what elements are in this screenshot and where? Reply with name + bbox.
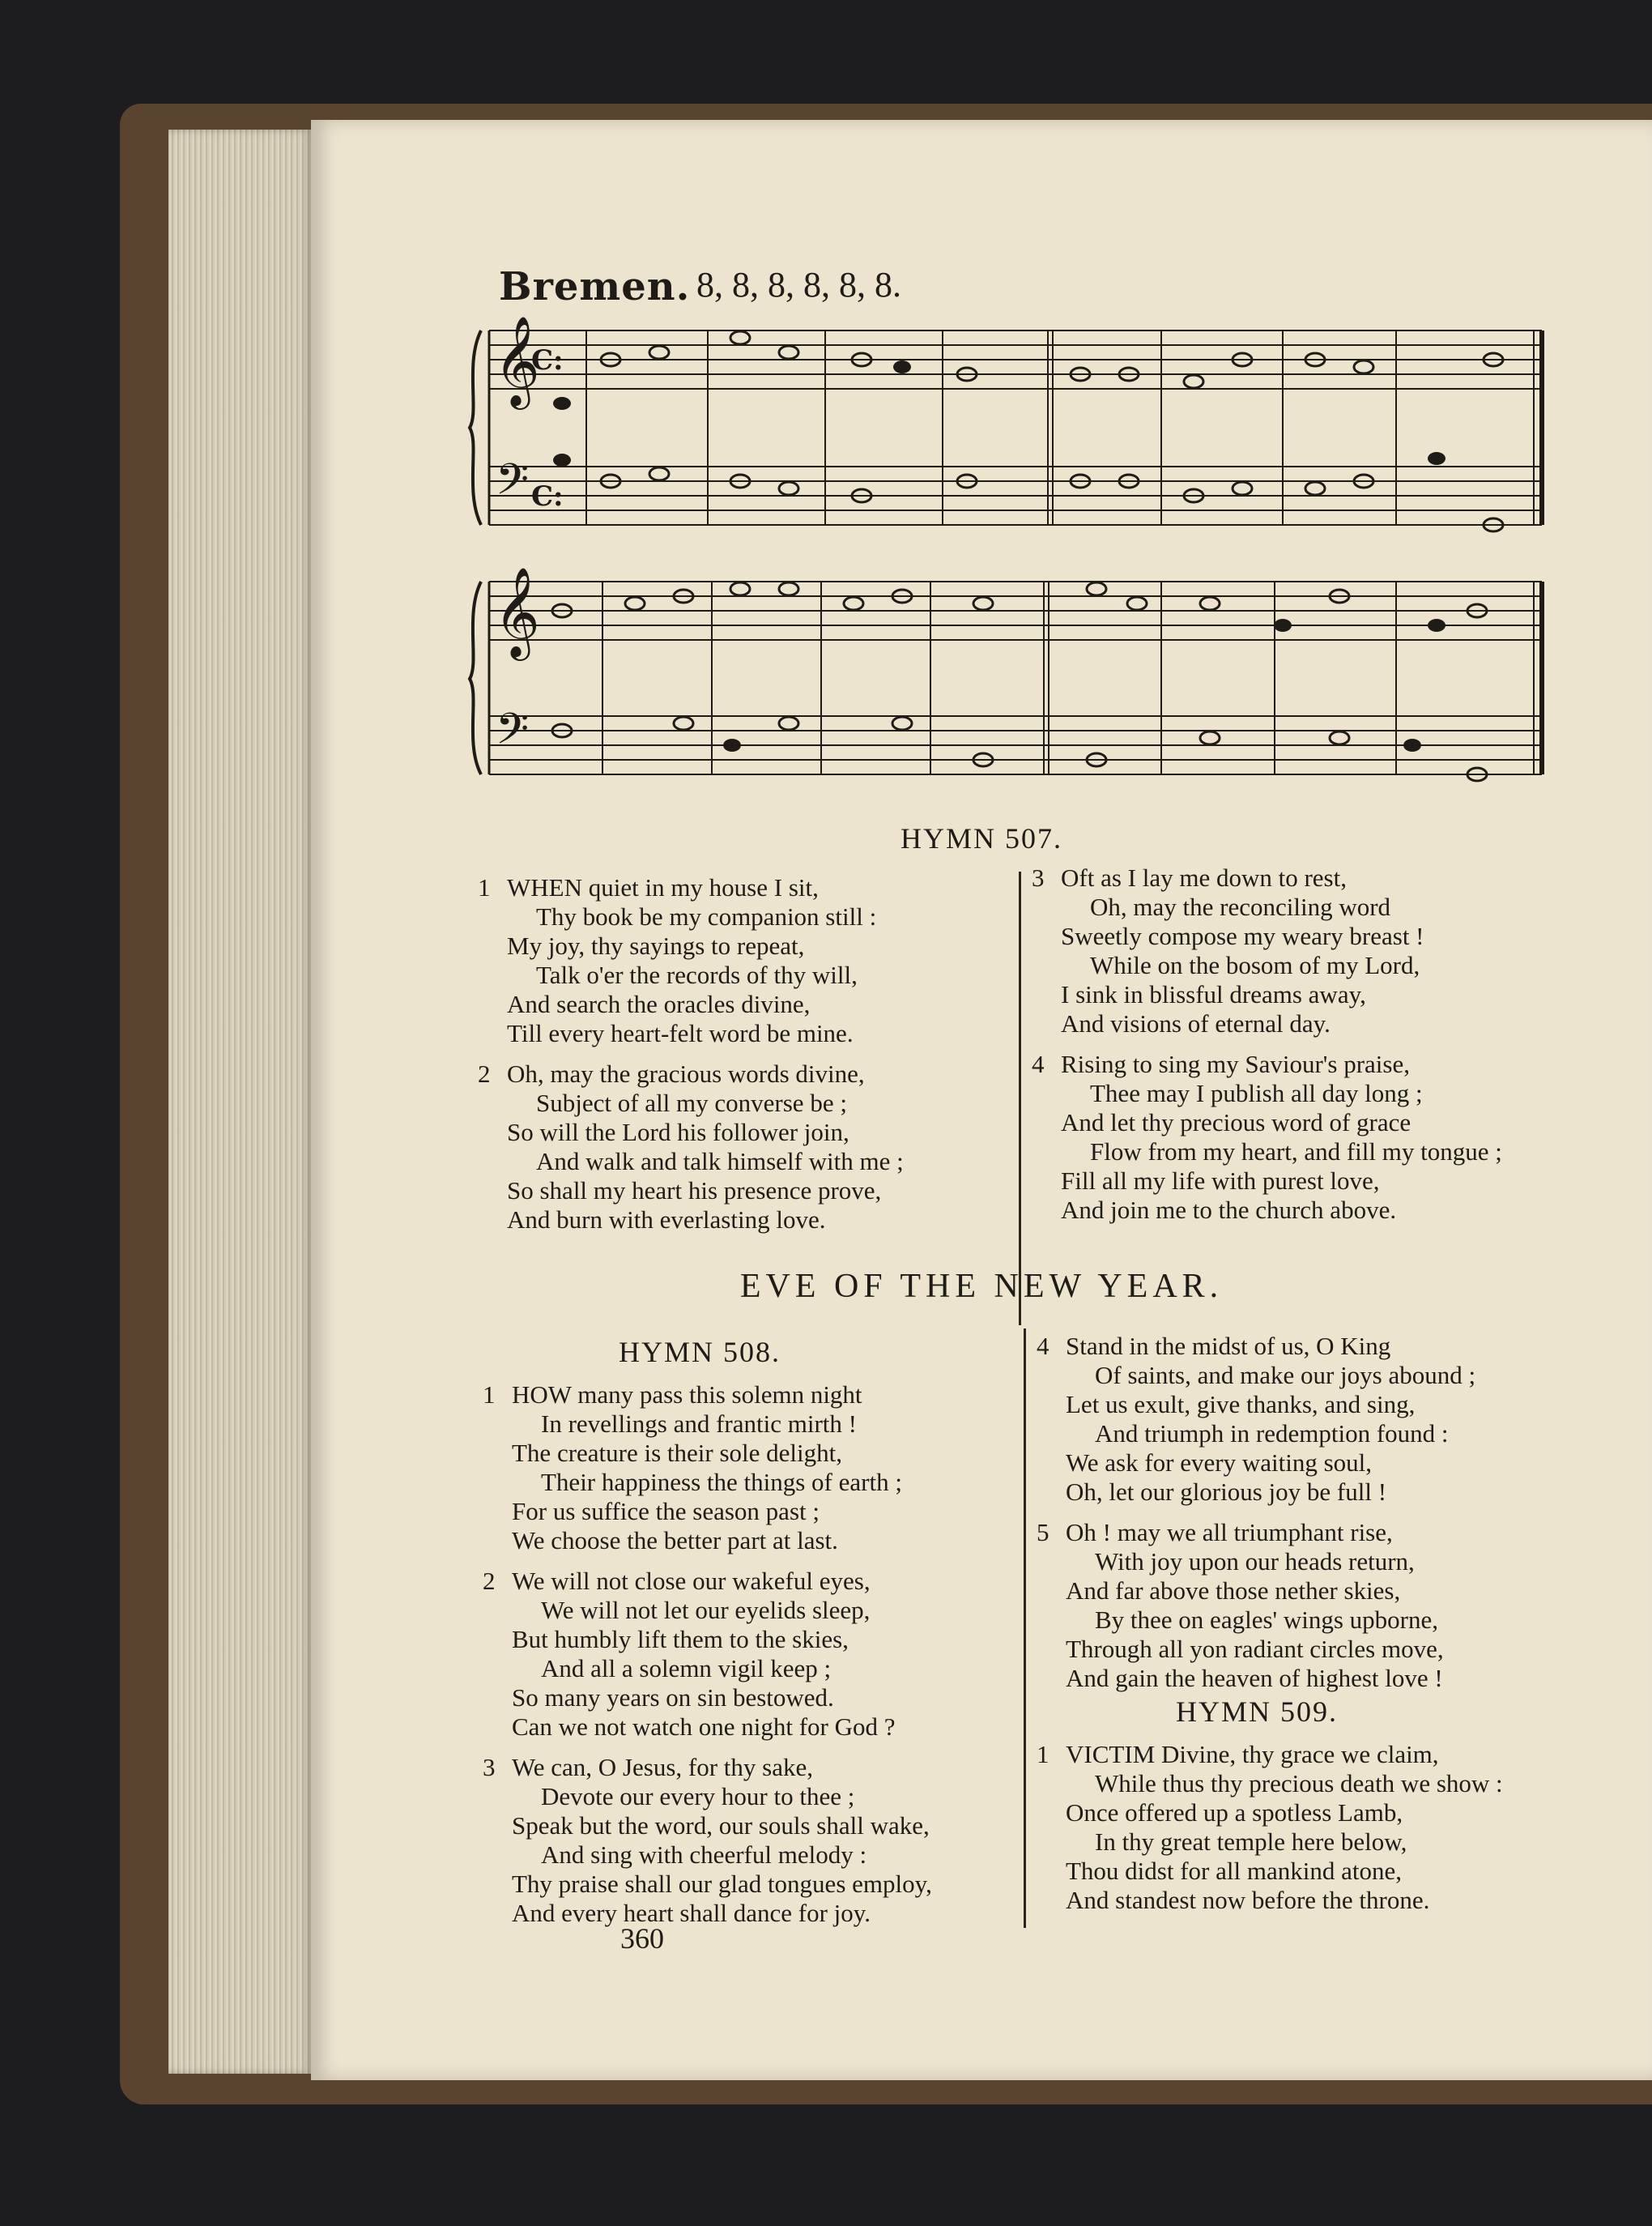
- verse-line: Of saints, and make our joys abound ;: [1095, 1361, 1476, 1389]
- verse-line: So many years on sin bestowed.: [512, 1683, 834, 1712]
- verse-line: And far above those nether skies,: [1066, 1576, 1401, 1605]
- verse-number: 4: [1032, 1050, 1045, 1078]
- verse-line: So shall my heart his presence prove,: [507, 1176, 882, 1205]
- verse-line: Thy praise shall our glad tongues employ,: [512, 1870, 932, 1898]
- verse-number: 2: [483, 1567, 496, 1595]
- verse-line: Oh ! may we all triumphant rise,: [1066, 1518, 1393, 1546]
- verse-line: But humbly lift them to the skies,: [512, 1625, 849, 1653]
- music-system-2: [465, 557, 1631, 800]
- verse-line: And sing with cheerful melody :: [541, 1840, 867, 1869]
- hymn-509-heading: HYMN 509.: [1176, 1695, 1339, 1728]
- verse-line: And every heart shall dance for joy.: [512, 1899, 871, 1927]
- page-edges: [168, 130, 313, 2074]
- column-rule: [1019, 872, 1021, 1325]
- verse-line: We ask for every waiting soul,: [1066, 1448, 1373, 1477]
- verse-line: Oh, may the reconciling word: [1090, 893, 1391, 921]
- verse-line: And triumph in redemption found :: [1095, 1419, 1449, 1448]
- verse-number: 2: [478, 1060, 491, 1088]
- column-rule: [1024, 1328, 1026, 1928]
- verse-line: For us suffice the season past ;: [512, 1497, 820, 1525]
- verse-line: Sweetly compose my weary breast !: [1061, 922, 1424, 950]
- verse-number: 4: [1037, 1332, 1050, 1360]
- verse-line: And walk and talk himself with me ;: [536, 1147, 904, 1175]
- svg-text:𝄢: 𝄢: [496, 455, 530, 515]
- verse-line: In revellings and frantic mirth !: [541, 1409, 857, 1438]
- verse-line: In thy great temple here below,: [1095, 1827, 1407, 1856]
- music-system-1: [465, 314, 1631, 557]
- verse-line: Speak but the word, our souls shall wake,: [512, 1811, 930, 1840]
- verse-line: Till every heart-felt word be mine.: [507, 1019, 854, 1047]
- verse-line: HOW many pass this solemn night: [512, 1380, 862, 1409]
- svg-text:𝄢: 𝄢: [496, 705, 530, 765]
- verse-line: VICTIM Divine, thy grace we claim,: [1066, 1740, 1439, 1768]
- verse-line: Fill all my life with purest love,: [1061, 1166, 1380, 1195]
- tune-meter: 8, 8, 8, 8, 8, 8.: [696, 265, 901, 305]
- svg-text:C:: C:: [531, 480, 564, 513]
- verse-line: Oh, let our glorious joy be full !: [1066, 1478, 1387, 1506]
- verse-number: 1: [483, 1380, 496, 1409]
- verse-line: My joy, thy sayings to repeat,: [507, 932, 805, 960]
- verse-line: Oh, may the gracious words divine,: [507, 1060, 865, 1088]
- verse-line: And visions of eternal day.: [1061, 1009, 1331, 1038]
- verse-line: Rising to sing my Saviour's praise,: [1061, 1050, 1410, 1078]
- verse-line: While on the bosom of my Lord,: [1090, 951, 1420, 979]
- svg-text:C:: C:: [531, 344, 564, 377]
- verse-line: With joy upon our heads return,: [1095, 1547, 1415, 1576]
- verse-line: Through all yon radiant circles move,: [1066, 1635, 1444, 1663]
- verse-line: Talk o'er the records of thy will,: [536, 961, 858, 989]
- verse-line: By thee on eagles' wings upborne,: [1095, 1606, 1438, 1634]
- verse-line: Let us exult, give thanks, and sing,: [1066, 1390, 1416, 1418]
- verse-line: And standest now before the throne.: [1066, 1886, 1430, 1914]
- verse-number: 5: [1037, 1518, 1050, 1546]
- verse-line: And search the oracles divine,: [507, 990, 811, 1018]
- hymn-508-heading: HYMN 508.: [619, 1336, 781, 1368]
- verse-number: 3: [1032, 864, 1045, 892]
- verse-line: We will not let our eyelids sleep,: [541, 1596, 871, 1624]
- verse-line: We can, O Jesus, for thy sake,: [512, 1753, 813, 1781]
- section-title: EVE OF THE NEW YEAR.: [739, 1268, 1224, 1305]
- verse-line: WHEN quiet in my house I sit,: [507, 873, 819, 902]
- verse-line: Stand in the midst of us, O King: [1066, 1332, 1391, 1360]
- verse-line: Subject of all my converse be ;: [536, 1089, 847, 1117]
- hymn-507-heading: HYMN 507.: [900, 822, 1062, 855]
- verse-number: 1: [478, 873, 491, 902]
- verse-line: Flow from my heart, and fill my tongue ;: [1090, 1137, 1502, 1166]
- verse-line: We choose the better part at last.: [512, 1526, 838, 1554]
- verse-line: So will the Lord his follower join,: [507, 1118, 849, 1146]
- verse-number: 1: [1037, 1740, 1050, 1768]
- verse-line: Thee may I publish all day long ;: [1090, 1079, 1423, 1107]
- verse-line: We will not close our wakeful eyes,: [512, 1567, 871, 1595]
- tune-name: Bremen.: [499, 264, 691, 309]
- svg-text:𝄞: 𝄞: [494, 566, 540, 657]
- verse-line: Devote our every hour to thee ;: [541, 1782, 855, 1810]
- book-page: [311, 120, 1652, 2080]
- verse-line: And burn with everlasting love.: [507, 1205, 826, 1234]
- verse-line: I sink in blissful dreams away,: [1061, 980, 1366, 1009]
- verse-line: And gain the heaven of highest love !: [1066, 1664, 1443, 1692]
- verse-line: And all a solemn vigil keep ;: [541, 1654, 832, 1682]
- verse-line: And let thy precious word of grace: [1061, 1108, 1411, 1136]
- verse-line: Their happiness the things of earth ;: [541, 1468, 902, 1496]
- verse-line: Oft as I lay me down to rest,: [1061, 864, 1347, 892]
- page-number: 360: [620, 1922, 664, 1955]
- verse-number: 3: [483, 1753, 496, 1781]
- verse-line: And join me to the church above.: [1061, 1196, 1397, 1224]
- verse-line: Thy book be my companion still :: [536, 902, 877, 931]
- verse-line: While thus thy precious death we show :: [1095, 1769, 1503, 1797]
- svg-text:𝄞: 𝄞: [494, 315, 540, 406]
- verse-line: Once offered up a spotless Lamb,: [1066, 1798, 1403, 1827]
- verse-line: Thou didst for all mankind atone,: [1066, 1857, 1402, 1885]
- verse-line: Can we not watch one night for God ?: [512, 1712, 896, 1741]
- verse-line: The creature is their sole delight,: [512, 1439, 843, 1467]
